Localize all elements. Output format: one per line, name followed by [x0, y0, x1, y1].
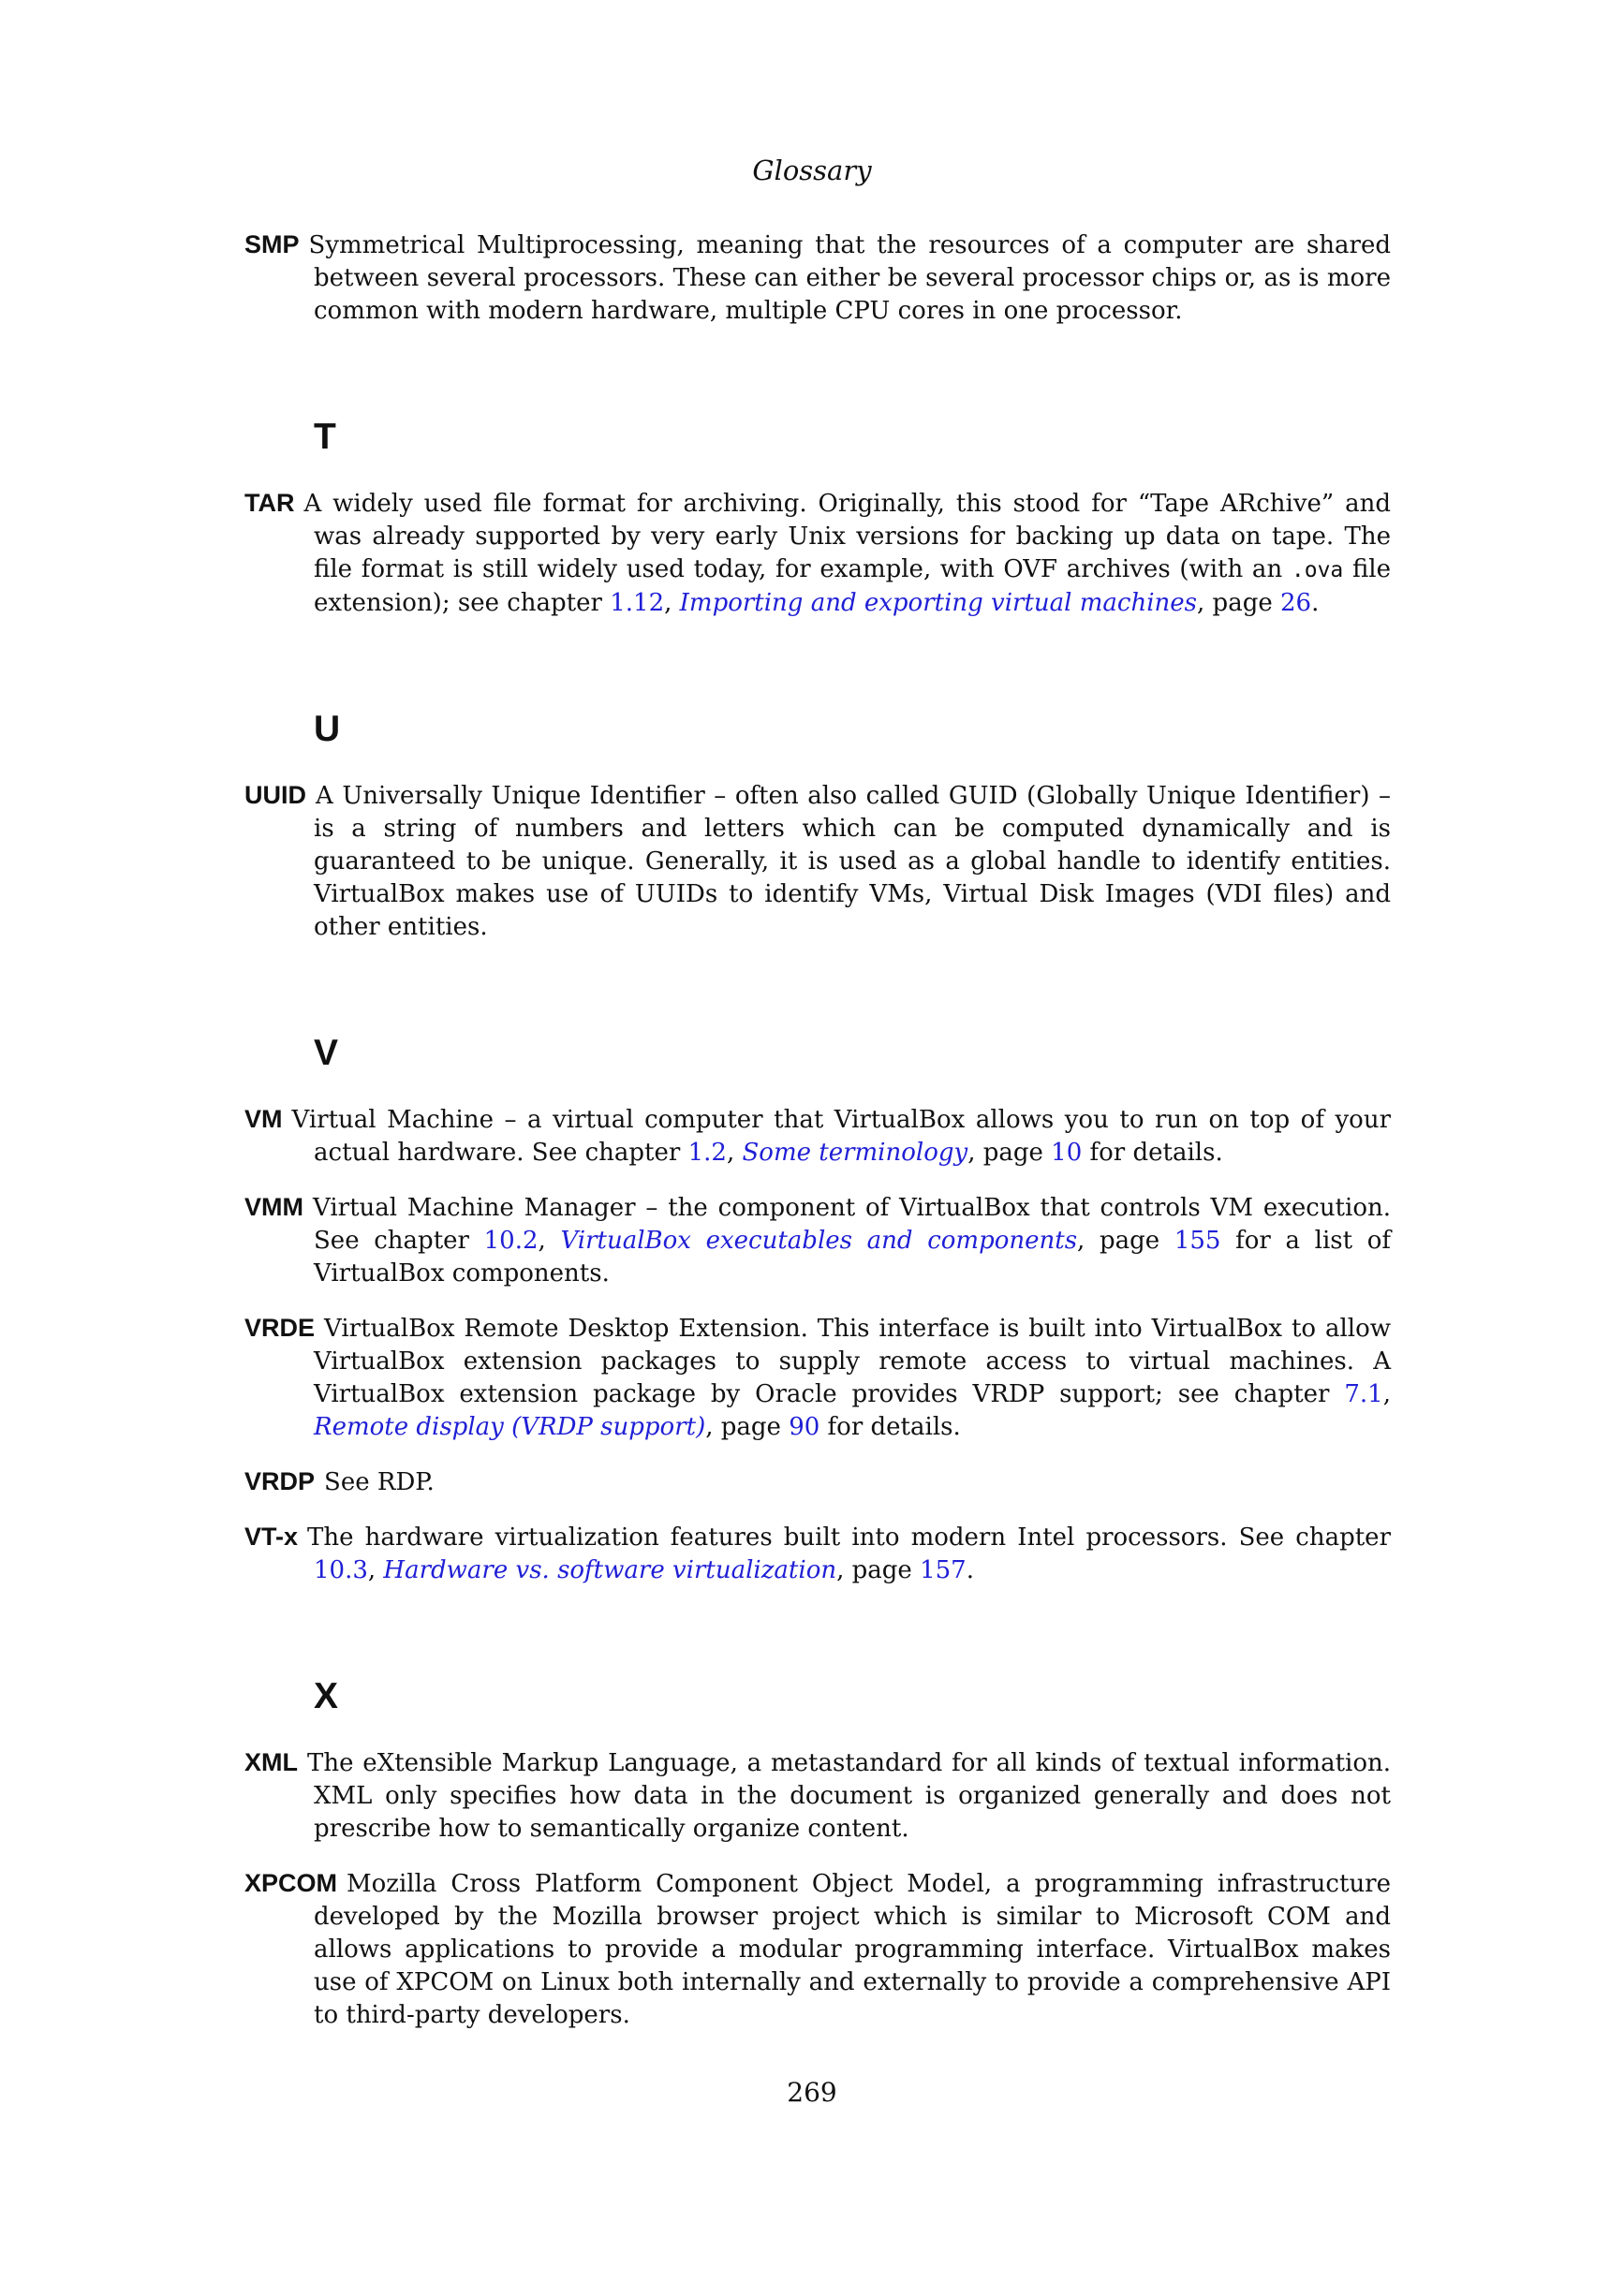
term-vrde: VRDE	[244, 1314, 316, 1342]
chapter-link-7-1[interactable]: 7.1	[1344, 1380, 1383, 1408]
section-heading-u: U	[314, 709, 341, 749]
separator: ,	[664, 589, 680, 617]
definition-uuid: A Universally Unique Identifier – often also called GUID (Globally Unique Identifier) – is a string of numbers and letters which can be computed dynamically and is guaranteed to be unique. Generally, it is used as a global handle to identify entities. VirtualBox makes use of UUIDs to identify VMs, Virtual Disk Images (VDI files) and other entities.	[314, 782, 1391, 941]
page-label: , page	[1077, 1227, 1174, 1255]
page-link-26[interactable]: 26	[1279, 589, 1312, 617]
term-xml: XML	[244, 1748, 298, 1776]
page-label: , page	[1197, 589, 1280, 617]
chapter-link-1-2[interactable]: 1.2	[687, 1139, 727, 1167]
term-vt-x: VT-x	[244, 1523, 299, 1551]
glossary-entry-smp	[244, 228, 1391, 328]
separator: ,	[538, 1227, 561, 1255]
page-link-157[interactable]: 157	[920, 1556, 967, 1584]
separator: ,	[1382, 1380, 1391, 1408]
chapter-link-1-12[interactable]: 1.12	[610, 589, 665, 617]
definition-vm-part2: for details.	[1082, 1139, 1223, 1167]
separator: ,	[726, 1139, 743, 1167]
glossary-entry-uuid	[244, 779, 1391, 944]
definition-vt-x-part1: The hardware virtualization features built into modern Intel processors. See chapter	[307, 1523, 1391, 1552]
section-title-link-some-terminology[interactable]: Some terminology	[742, 1139, 968, 1167]
definition-vm-part1: Virtual Machine – a virtual computer that VirtualBox allows you to run on top of your actual hardware. See chapter	[291, 1106, 1391, 1167]
page-link-155[interactable]: 155	[1174, 1227, 1221, 1255]
period: .	[1311, 589, 1320, 617]
definition-vrdp: See RDP.	[324, 1468, 435, 1496]
running-header: Glossary	[752, 155, 872, 186]
glossary-entry-vrdp	[244, 1465, 1391, 1499]
term-uuid: UUID	[244, 781, 306, 809]
section-title-link-hardware-vs-software[interactable]: Hardware vs. software virtualization	[383, 1556, 837, 1584]
chapter-link-10-2[interactable]: 10.2	[483, 1227, 539, 1255]
definition-vrde-part2: for details.	[819, 1413, 961, 1441]
code-ova: .ova	[1291, 558, 1344, 582]
term-tar: TAR	[244, 489, 295, 517]
page-number: 269	[787, 2077, 837, 2108]
glossary-entry-vmm	[244, 1191, 1391, 1290]
separator: ,	[367, 1556, 384, 1584]
page-label: , page	[836, 1556, 921, 1584]
term-smp: SMP	[244, 230, 300, 258]
definition-smp: Symmetrical Multiprocessing, meaning that the resources of a computer are shared between several processors. These can either be several processor chips or, as is more common with modern hardware, multiple CPU cores in one processor.	[308, 231, 1391, 325]
term-vm: VM	[244, 1105, 283, 1133]
period: .	[966, 1556, 974, 1584]
glossary-entry-vrde	[244, 1312, 1391, 1444]
section-heading-v: V	[314, 1033, 339, 1073]
section-title-link-remote-display[interactable]: Remote display (VRDP support)	[314, 1413, 706, 1441]
definition-vmm-part2: for a list of VirtualBox components.	[314, 1227, 1391, 1288]
definition-tar-part1: A widely used file format for archiving. Originally, this stood for “Tape ARchive” and was already supported by very early Unix versions for backing up data on tape. The file format is still widely used today, for example, with OVF archives (with an	[303, 490, 1391, 583]
glossary-entry-xml	[244, 1746, 1391, 1846]
glossary-entry-vm	[244, 1103, 1391, 1170]
definition-xpcom: Mozilla Cross Platform Component Object Model, a programming infrastructure developed by the Mozilla browser project which is similar to Microsoft COM and allows applications to provide a modular programming interface. VirtualBox makes use of XPCOM on Linux both internally and externally to provide a comprehensive API to third-party developers.	[314, 1870, 1391, 2029]
definition-tar-part2: file extension); see chapter	[314, 555, 1391, 617]
page-link-90[interactable]: 90	[789, 1413, 820, 1441]
term-vmm: VMM	[244, 1193, 303, 1221]
definition-vrde-part1: VirtualBox Remote Desktop Extension. This interface is built into VirtualBox to allow VirtualBox extension packages to supply remote access to virtual machines. A VirtualBox extension package by Oracle provides VRDP support; see chapter	[314, 1315, 1391, 1408]
section-title-link-importing-exporting[interactable]: Importing and exporting virtual machines	[679, 589, 1198, 617]
page-label: , page	[705, 1413, 790, 1441]
section-heading-x: X	[314, 1676, 339, 1716]
glossary-entry-tar	[244, 487, 1391, 620]
section-heading-t: T	[314, 417, 336, 457]
glossary-content	[244, 228, 1391, 2053]
glossary-entry-vt-x	[244, 1521, 1391, 1587]
page-label: , page	[967, 1139, 1052, 1167]
term-xpcom: XPCOM	[244, 1869, 338, 1897]
term-vrdp: VRDP	[244, 1467, 316, 1495]
section-title-link-executables-components[interactable]: VirtualBox executables and components	[560, 1227, 1078, 1255]
glossary-entry-xpcom	[244, 1867, 1391, 2032]
page-link-10[interactable]: 10	[1051, 1139, 1083, 1167]
definition-xml: The eXtensible Markup Language, a metastandard for all kinds of textual information. XML only specifies how data in the document is organized generally and does not prescribe how to semantically organize content.	[307, 1749, 1391, 1843]
chapter-link-10-3[interactable]: 10.3	[314, 1556, 368, 1584]
definition-vmm-part1: Virtual Machine Manager – the component of VirtualBox that controls VM execution. See chapter	[313, 1194, 1391, 1255]
